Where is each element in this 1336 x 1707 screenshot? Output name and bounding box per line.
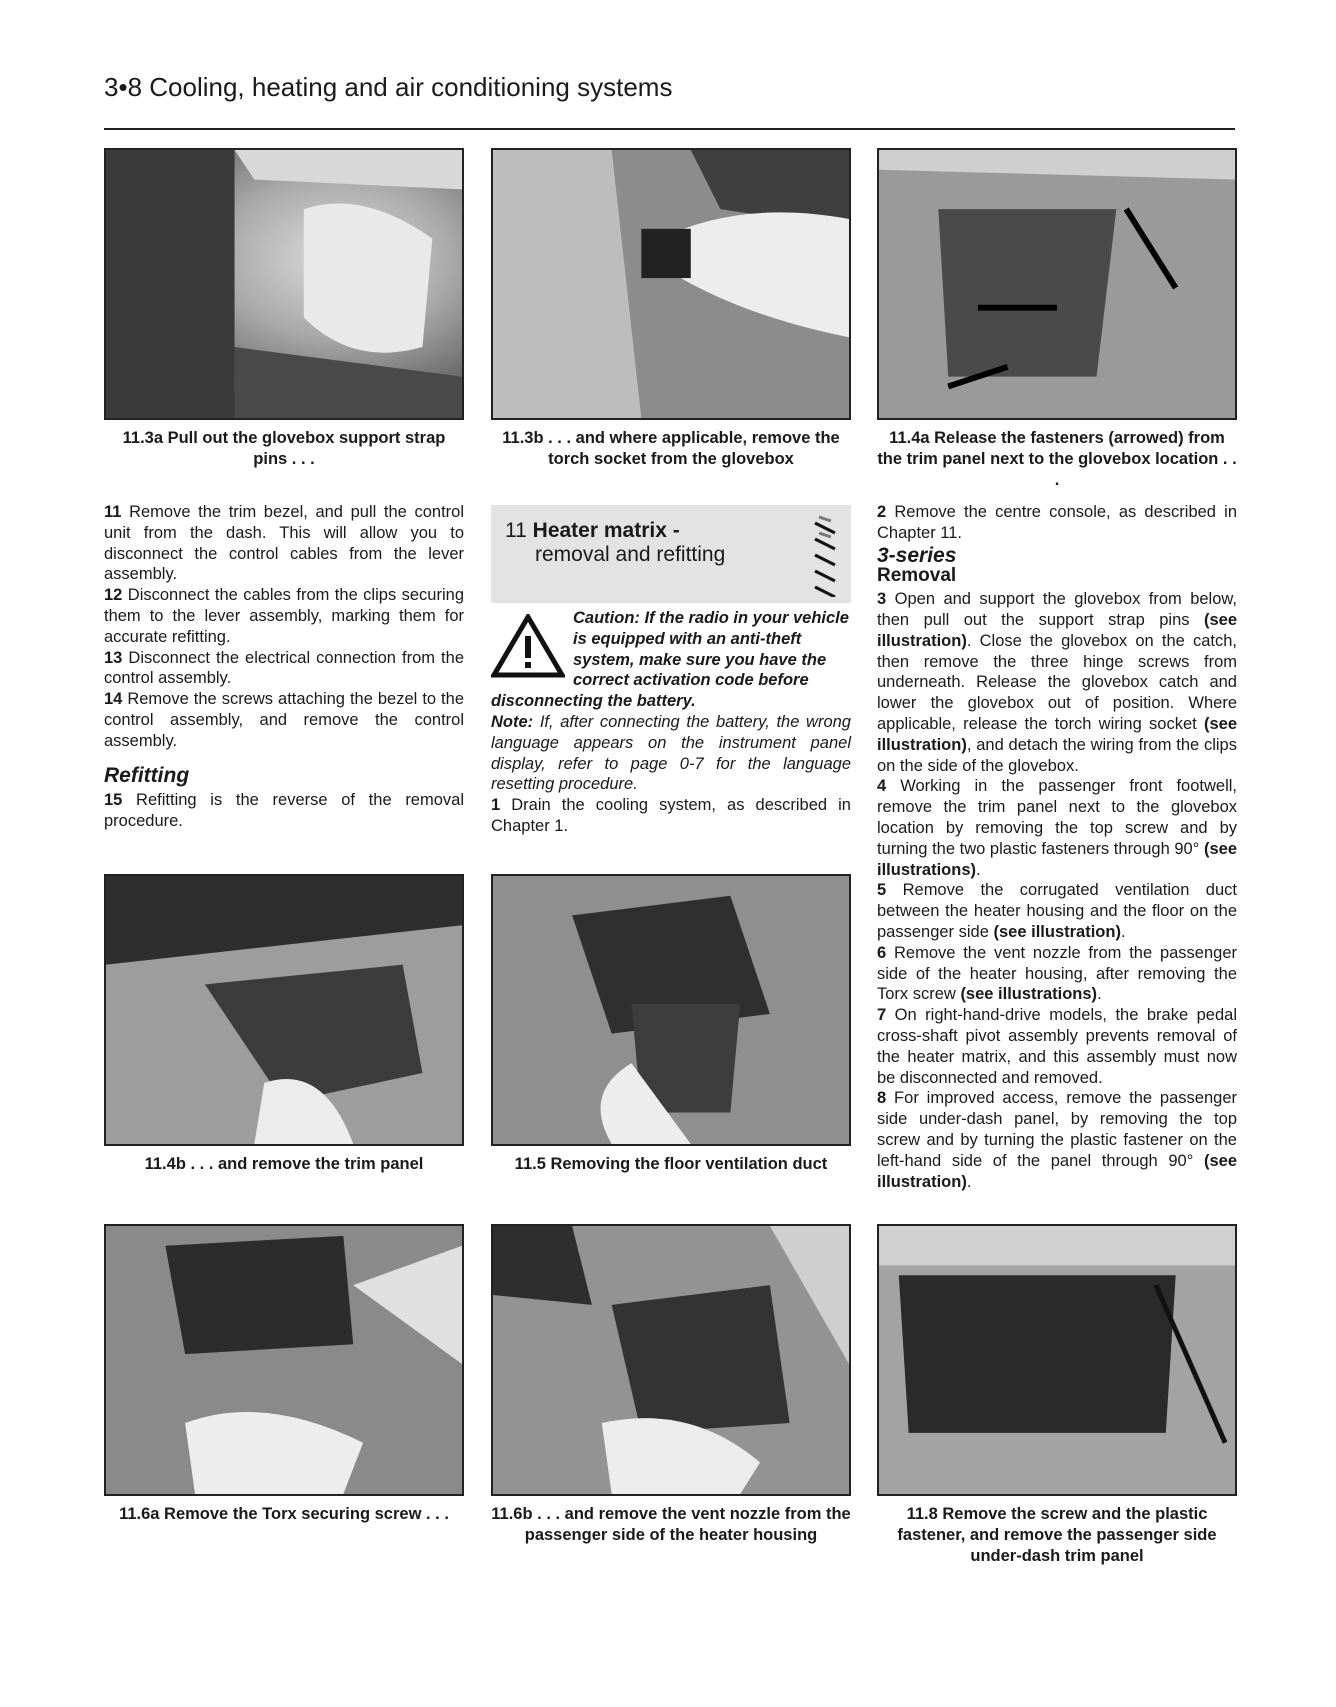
photo-caption: 11.4b . . . and remove the trim panel xyxy=(144,1155,424,1173)
page-title: 3•8 Cooling, heating and air conditioning systems xyxy=(104,72,673,102)
difficulty-wrench-icon xyxy=(811,513,841,597)
caution-text: Caution: If the radio in your vehicle is equipped with an anti-theft system, make sure you have the correct activation code before disconnecting the battery. xyxy=(491,609,849,711)
photo-under-dash-panel xyxy=(877,1224,1237,1496)
photo-vent-nozzle xyxy=(491,1224,851,1496)
step-13: 13 Disconnect the electrical connection from the control assembly. xyxy=(104,648,464,688)
section-title: 11 Heater matrix - xyxy=(505,519,680,542)
photo-caption: 11.6a Remove the Torx securing screw . . . xyxy=(119,1505,449,1523)
step-2: 2 Remove the centre console, as described in Chapter 11. xyxy=(877,503,1237,542)
step-11: 11 Remove the trim bezel, and pull the control unit from the dash. This will allow you to disconnect the control cables from the lever assembly. xyxy=(104,503,464,584)
section-subtitle: removal and refitting xyxy=(535,543,726,566)
photo-caption: 11.3a Pull out the glovebox support strap pins . . . xyxy=(122,429,446,468)
text-column-1 xyxy=(104,502,464,832)
removal-heading: Removal xyxy=(877,565,957,587)
step-8: 8 For improved access, remove the passenger side under-dash panel, by removing the top screw and by turning the plastic fastener on the left-hand side of the panel through 90° (see illustration). xyxy=(877,1089,1237,1191)
photo-caption: 11.3b . . . and where applicable, remove the torch socket from the glovebox xyxy=(502,429,840,468)
photo-trim-panel xyxy=(104,874,464,1146)
step-3: 3 Open and support the glovebox from below, then pull out the support strap pins (see illustration). Close the glovebox on the catch, then remove the three hinge screws from underneath. Release the glovebox catch and lower the glovebox out of position. Where applicable, release the torch wiring socket (see illustration), and detach the wiring from the clips on the side of the glovebox. xyxy=(877,590,1237,775)
refitting-heading: Refitting xyxy=(104,763,190,787)
step-15: 15 Refitting is the reverse of the removal procedure. xyxy=(104,791,464,831)
series-heading: 3-series xyxy=(877,543,957,567)
photo-caption: 11.4a Release the fasteners (arrowed) from the trim panel next to the glovebox location . . . xyxy=(877,429,1237,489)
step-6: 6 Remove the vent nozzle from the passenger side of the heater housing, after removing the Torx screw (see illustrations). xyxy=(877,943,1237,1004)
photo-torx-screw xyxy=(104,1224,464,1496)
caution-block xyxy=(491,608,851,837)
photo-fasteners-arrowed xyxy=(877,148,1237,420)
photo-torch-socket xyxy=(491,148,851,420)
photo-caption: 11.6b . . . and remove the vent nozzle from the passenger side of the heater housing xyxy=(491,1505,851,1544)
photo-ventilation-duct xyxy=(491,874,851,1146)
step-5: 5 Remove the corrugated ventilation duct between the heater housing and the floor on the passenger side (see illustration). xyxy=(877,881,1237,941)
warning-triangle-icon xyxy=(491,614,565,678)
text-column-3 xyxy=(877,502,1237,1192)
photo-caption: 11.5 Removing the floor ventilation duct xyxy=(514,1155,828,1173)
photo-glovebox-strap xyxy=(104,148,464,420)
step-7: 7 On right-hand-drive models, the brake pedal cross-shaft pivot assembly prevents removal of the heater matrix, and this assembly must now be disconnected and removed. xyxy=(877,1006,1237,1087)
header-rule xyxy=(104,128,1235,130)
step-14: 14 Remove the screws attaching the bezel to the control assembly, and remove the control assembly. xyxy=(104,690,464,750)
step-12: 12 Disconnect the cables from the clips securing them to the lever assembly, marking them for accurate refitting. xyxy=(104,586,464,646)
step-1: 1 Drain the cooling system, as described in Chapter 1. xyxy=(491,796,851,835)
step-4: 4 Working in the passenger front footwell, remove the trim panel next to the glovebox location by removing the top screw and by turning the two plastic fasteners through 90° (see illustrations). xyxy=(877,777,1237,879)
section-title-box xyxy=(491,505,851,603)
note-text: Note: If, after connecting the battery, the wrong language appears on the instrument panel display, refer to page 0-7 for the language resetting procedure. xyxy=(491,712,851,794)
photo-caption: 11.8 Remove the screw and the plastic fastener, and remove the passenger side under-dash trim panel xyxy=(897,1505,1217,1565)
